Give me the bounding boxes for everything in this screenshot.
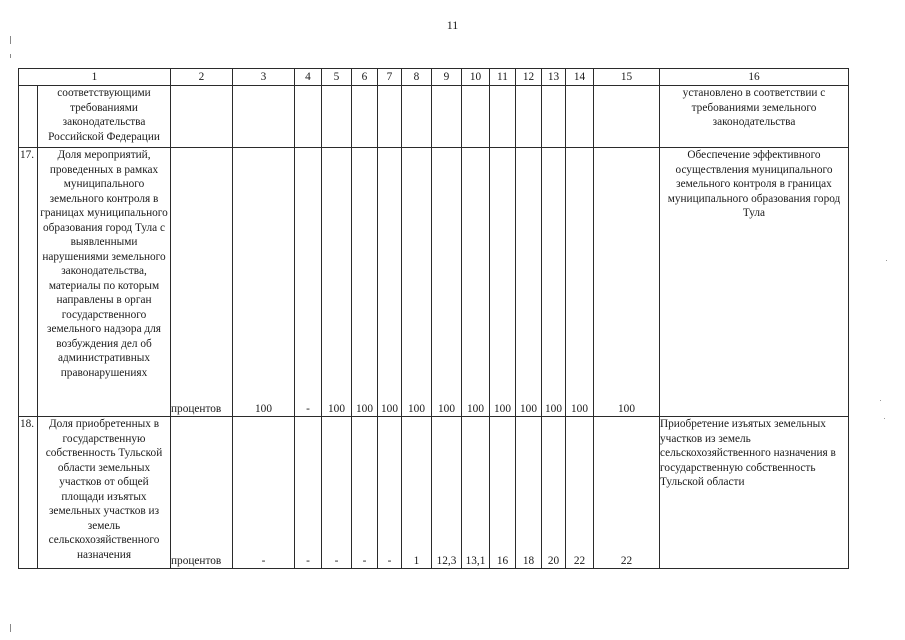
column-header: 1 xyxy=(19,69,171,86)
value-cell xyxy=(295,86,322,148)
data-table xyxy=(18,68,849,569)
unit-cell: процентов xyxy=(171,417,233,569)
page-number: 11 xyxy=(446,18,459,32)
header-row xyxy=(19,69,849,86)
indicator-cell xyxy=(19,86,171,148)
column-header: 11 xyxy=(490,69,516,86)
value-cell xyxy=(378,86,402,148)
value-cell: 100 xyxy=(490,148,516,417)
value-cell xyxy=(462,86,490,148)
scan-speck xyxy=(886,260,887,261)
row-number xyxy=(19,86,38,147)
value-cell xyxy=(233,86,295,148)
value-cell: 100 xyxy=(462,148,490,417)
value-cell xyxy=(352,86,378,148)
indicator-text: соответствующими требованиями законодательства Российской Федерации xyxy=(48,87,160,143)
value-cell: 1 xyxy=(402,417,432,569)
value-cell: 100 xyxy=(322,148,352,417)
table-row xyxy=(19,148,849,417)
value-cell xyxy=(432,86,462,148)
row-number: 17. xyxy=(19,148,38,416)
column-header: 8 xyxy=(402,69,432,86)
left-margin-mark xyxy=(10,624,11,632)
indicator-text: Доля приобретенных в государственную собственность Тульской области земельных участков от общей площади изъятых земельных участков из земель сельскохозяйственного назначения xyxy=(45,418,163,561)
value-cell: 18 xyxy=(516,417,542,569)
column-header: 15 xyxy=(594,69,660,86)
value-cell: - xyxy=(322,417,352,569)
column-header: 7 xyxy=(378,69,402,86)
value-cell: - xyxy=(352,417,378,569)
column-header: 10 xyxy=(462,69,490,86)
comment-cell: Обеспечение эффективного осуществления муниципального земельного контроля в границах муниципального образования город Тула xyxy=(660,148,849,417)
value-cell xyxy=(402,86,432,148)
value-cell xyxy=(490,86,516,148)
column-header: 12 xyxy=(516,69,542,86)
value-cell xyxy=(322,86,352,148)
value-cell: 100 xyxy=(352,148,378,417)
indicator-text: Доля мероприятий, проведенных в рамках муниципального земельного контроля в границах муниципального образования город Тула с выявленными нарушениями земельного законодательства, материалы по которым направлены в орган государственного земельного надзора для возбуждения дел об административных правонарушениях xyxy=(40,149,168,379)
value-cell: - xyxy=(295,417,322,569)
scan-speck xyxy=(884,418,885,419)
unit-cell: процентов xyxy=(171,148,233,417)
value-cell: 100 xyxy=(432,148,462,417)
value-cell: 100 xyxy=(594,148,660,417)
column-header: 4 xyxy=(295,69,322,86)
value-cell: - xyxy=(378,417,402,569)
indicator-cell xyxy=(19,417,171,569)
column-header: 5 xyxy=(322,69,352,86)
value-cell: 100 xyxy=(542,148,566,417)
indicator-cell xyxy=(19,148,171,417)
value-cell: 100 xyxy=(233,148,295,417)
column-header: 16 xyxy=(660,69,849,86)
column-header: 14 xyxy=(566,69,594,86)
value-cell: 22 xyxy=(566,417,594,569)
value-cell: 13,1 xyxy=(462,417,490,569)
left-margin-mark xyxy=(10,54,11,58)
value-cell xyxy=(594,86,660,148)
value-cell: 100 xyxy=(516,148,542,417)
unit-cell xyxy=(171,86,233,148)
comment-cell: Приобретение изъятых земельных участков из земель сельскохозяйственного назначения в государственную собственность Тульской области xyxy=(660,417,849,569)
value-cell xyxy=(542,86,566,148)
column-header: 3 xyxy=(233,69,295,86)
table-row xyxy=(19,417,849,569)
value-cell: 20 xyxy=(542,417,566,569)
left-margin-mark xyxy=(10,36,11,44)
table-row xyxy=(19,86,849,148)
column-header: 13 xyxy=(542,69,566,86)
scan-speck xyxy=(880,400,881,401)
value-cell: 100 xyxy=(378,148,402,417)
value-cell xyxy=(516,86,542,148)
comment-cell: установлено в соответствии с требованиями земельного законодательства xyxy=(660,86,849,148)
value-cell: - xyxy=(233,417,295,569)
column-header: 2 xyxy=(171,69,233,86)
value-cell: 12,3 xyxy=(432,417,462,569)
row-number: 18. xyxy=(19,417,38,568)
column-header: 9 xyxy=(432,69,462,86)
value-cell: 16 xyxy=(490,417,516,569)
column-header: 6 xyxy=(352,69,378,86)
value-cell xyxy=(566,86,594,148)
value-cell: 100 xyxy=(566,148,594,417)
value-cell: 22 xyxy=(594,417,660,569)
value-cell: - xyxy=(295,148,322,417)
value-cell: 100 xyxy=(402,148,432,417)
